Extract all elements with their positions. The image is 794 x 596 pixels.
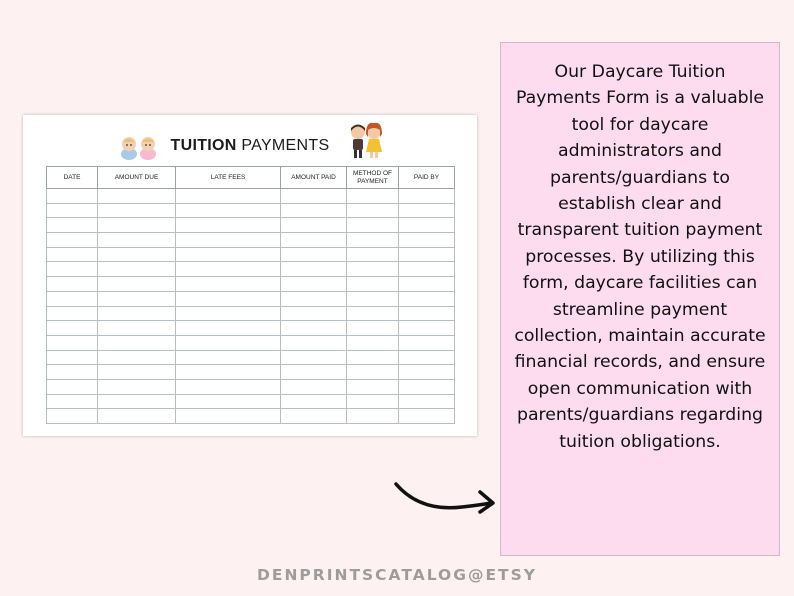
- table-cell: [399, 262, 455, 277]
- table-cell: [347, 306, 399, 321]
- table-row: [47, 233, 455, 248]
- table-cell: [347, 394, 399, 409]
- table-cell: [281, 365, 347, 380]
- table-cell: [347, 218, 399, 233]
- table-cell: [98, 365, 176, 380]
- description-text: Our Daycare Tuition Payments Form is a valuable tool for daycare administrators and parents/guardians to establish clear and transparent tuition payment processes. By utilizing this form, daycare facilities can streamline payment collection, maintain accurate financial records, and ensure open communication with parents/guardians regarding tuition obligations.: [514, 62, 766, 452]
- table-cell: [399, 365, 455, 380]
- table-cell: [399, 394, 455, 409]
- table-cell: [176, 409, 281, 424]
- table-cell: [281, 394, 347, 409]
- table-row: [47, 321, 455, 336]
- table-cell: [399, 409, 455, 424]
- table-row: [47, 262, 455, 277]
- table-cell: [47, 233, 98, 248]
- table-cell: [176, 365, 281, 380]
- table-cell: [347, 379, 399, 394]
- table-cell: [347, 291, 399, 306]
- table-cell: [176, 379, 281, 394]
- payments-table: [46, 166, 455, 424]
- table-cell: [347, 262, 399, 277]
- table-row: [47, 394, 455, 409]
- table-cell: [281, 291, 347, 306]
- table-cell: [347, 321, 399, 336]
- table-cell: [47, 218, 98, 233]
- table-cell: [47, 291, 98, 306]
- table-cell: [347, 233, 399, 248]
- column-header-amount-due: AMOUNT DUE: [98, 167, 176, 189]
- table-cell: [399, 379, 455, 394]
- table-cell: [47, 247, 98, 262]
- table-cell: [47, 189, 98, 204]
- title-light: PAYMENTS: [241, 137, 330, 154]
- table-cell: [281, 277, 347, 292]
- table-body: [47, 189, 455, 424]
- table-cell: [47, 394, 98, 409]
- table-cell: [98, 262, 176, 277]
- table-row: [47, 409, 455, 424]
- table-cell: [347, 409, 399, 424]
- table-cell: [98, 321, 176, 336]
- table-cell: [347, 277, 399, 292]
- table-row: [47, 189, 455, 204]
- table-cell: [399, 233, 455, 248]
- column-header-paid-by: PAID BY: [399, 167, 455, 189]
- table-cell: [47, 321, 98, 336]
- table-cell: [281, 350, 347, 365]
- table-cell: [47, 203, 98, 218]
- table-cell: [176, 247, 281, 262]
- table-cell: [399, 277, 455, 292]
- table-cell: [281, 306, 347, 321]
- table-cell: [347, 335, 399, 350]
- table-cell: [176, 306, 281, 321]
- table-cell: [176, 203, 281, 218]
- table-cell: [176, 335, 281, 350]
- table-cell: [399, 218, 455, 233]
- table-cell: [98, 218, 176, 233]
- table-cell: [98, 394, 176, 409]
- table-cell: [399, 247, 455, 262]
- table-cell: [281, 409, 347, 424]
- table-cell: [98, 379, 176, 394]
- table-row: [47, 335, 455, 350]
- table-row: [47, 379, 455, 394]
- table-row: [47, 247, 455, 262]
- table-cell: [281, 247, 347, 262]
- table-cell: [281, 218, 347, 233]
- table-cell: [347, 247, 399, 262]
- table-cell: [176, 321, 281, 336]
- table-cell: [176, 233, 281, 248]
- table-cell: [281, 189, 347, 204]
- table-cell: [47, 335, 98, 350]
- table-cell: [176, 262, 281, 277]
- table-cell: [47, 409, 98, 424]
- sheet-title: [23, 137, 477, 155]
- table-row: [47, 291, 455, 306]
- table-cell: [176, 350, 281, 365]
- table-cell: [47, 277, 98, 292]
- table-cell: [281, 233, 347, 248]
- column-header-method-of-payment: METHOD OF PAYMENT: [347, 167, 399, 189]
- table-cell: [176, 189, 281, 204]
- table-cell: [98, 306, 176, 321]
- table-row: [47, 203, 455, 218]
- table-cell: [47, 379, 98, 394]
- table-cell: [281, 321, 347, 336]
- table-cell: [281, 203, 347, 218]
- table-row: [47, 218, 455, 233]
- table-cell: [98, 203, 176, 218]
- table-cell: [399, 291, 455, 306]
- description-box: [500, 42, 780, 556]
- table-row: [47, 277, 455, 292]
- table-cell: [176, 277, 281, 292]
- table-cell: [98, 277, 176, 292]
- column-header-date: DATE: [47, 167, 98, 189]
- table-cell: [347, 365, 399, 380]
- table-cell: [281, 262, 347, 277]
- table-cell: [176, 394, 281, 409]
- table-cell: [399, 189, 455, 204]
- kids-illustration-icon: [345, 121, 387, 161]
- column-header-late-fees: LATE FEES: [176, 167, 281, 189]
- table-cell: [47, 262, 98, 277]
- table-cell: [47, 306, 98, 321]
- table-cell: [347, 189, 399, 204]
- table-cell: [98, 350, 176, 365]
- table-row: [47, 365, 455, 380]
- table-cell: [399, 306, 455, 321]
- table-cell: [399, 335, 455, 350]
- table-cell: [98, 409, 176, 424]
- table-cell: [176, 218, 281, 233]
- table-row: [47, 350, 455, 365]
- table-cell: [98, 291, 176, 306]
- shop-footer: DENPRINTSCATALOG@ETSY: [256, 566, 537, 584]
- table-cell: [176, 291, 281, 306]
- table-cell: [347, 203, 399, 218]
- table-row: [47, 306, 455, 321]
- table-cell: [399, 321, 455, 336]
- table-cell: [98, 189, 176, 204]
- tuition-payments-sheet: [23, 115, 477, 436]
- table-cell: [399, 203, 455, 218]
- table-cell: [347, 350, 399, 365]
- table-cell: [98, 335, 176, 350]
- table-cell: [47, 350, 98, 365]
- curved-arrow-icon: [392, 476, 500, 520]
- column-header-amount-paid: AMOUNT PAID: [281, 167, 347, 189]
- table-header-row: [47, 167, 455, 189]
- table-cell: [47, 365, 98, 380]
- table-cell: [281, 379, 347, 394]
- table-cell: [98, 247, 176, 262]
- table-cell: [98, 233, 176, 248]
- title-bold: TUITION: [170, 137, 237, 154]
- table-cell: [281, 335, 347, 350]
- table-cell: [399, 350, 455, 365]
